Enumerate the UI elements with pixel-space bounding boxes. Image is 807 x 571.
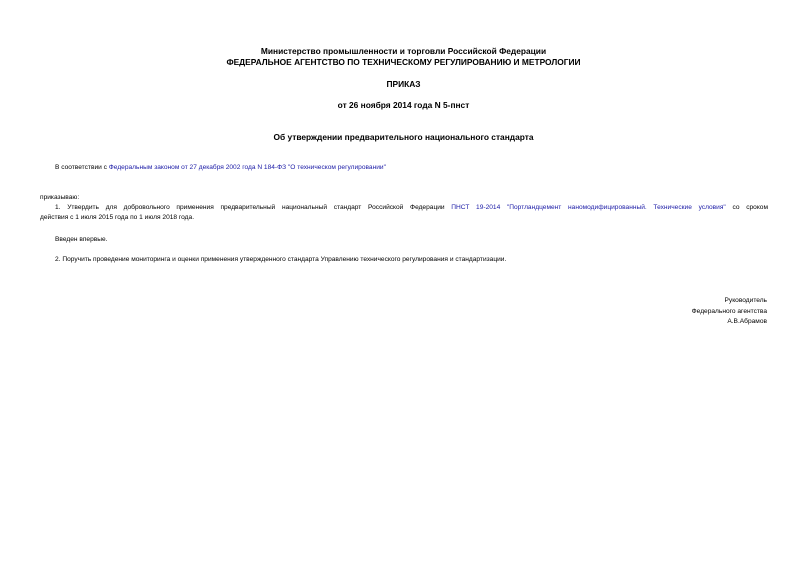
subject-heading: Об утверждении предварительного национального стандарта: [273, 132, 534, 142]
item-1-prefix: 1. Утвердить для добровольного применения предварительный национальный стандарт Российской Федерации: [55, 204, 452, 211]
ministry-heading: Министерство промышленности и торговли Российской Федерации: [260, 46, 547, 56]
federal-law-link[interactable]: Федеральным законом от 27 декабря 2002 года N 184-ФЗ "О техническом регулировании": [108, 164, 386, 171]
item-1-line-1: [40, 203, 768, 213]
signature-name: А.В.Абрамов: [727, 318, 767, 325]
order-word: приказываю:: [40, 194, 80, 201]
item-2-paragraph: 2. Поручить проведение мониторинга и оценки применения утвержденного стандарта Управлению технического регулирования и стандартизации.: [55, 256, 507, 263]
agency-heading: ФЕДЕРАЛЬНОЕ АГЕНТСТВО ПО ТЕХНИЧЕСКОМУ РЕГУЛИРОВАНИЮ И МЕТРОЛОГИИ: [226, 57, 581, 67]
signature-block: [692, 296, 767, 328]
item-1-suffix: со сроком: [725, 204, 768, 211]
intro-prefix: В соответствии с: [55, 164, 109, 171]
signature-title-line-2: Федерального агентства: [691, 307, 767, 315]
standard-link[interactable]: ПНСТ 19-2014 "Портландцемент наномодифицированный. Технические условия": [451, 204, 726, 211]
signature-title-line-1: Руководитель: [724, 297, 767, 304]
item-1-paragraph: [40, 203, 768, 223]
introduced-first-note: Введен впервые.: [55, 236, 108, 243]
date-number-heading: от 26 ноября 2014 года N 5-пнст: [337, 100, 470, 110]
intro-paragraph: [55, 163, 386, 173]
item-1-line-2: действия с 1 июля 2015 года по 1 июля 2018 года.: [40, 214, 195, 221]
document-type-heading: ПРИКАЗ: [386, 79, 421, 89]
